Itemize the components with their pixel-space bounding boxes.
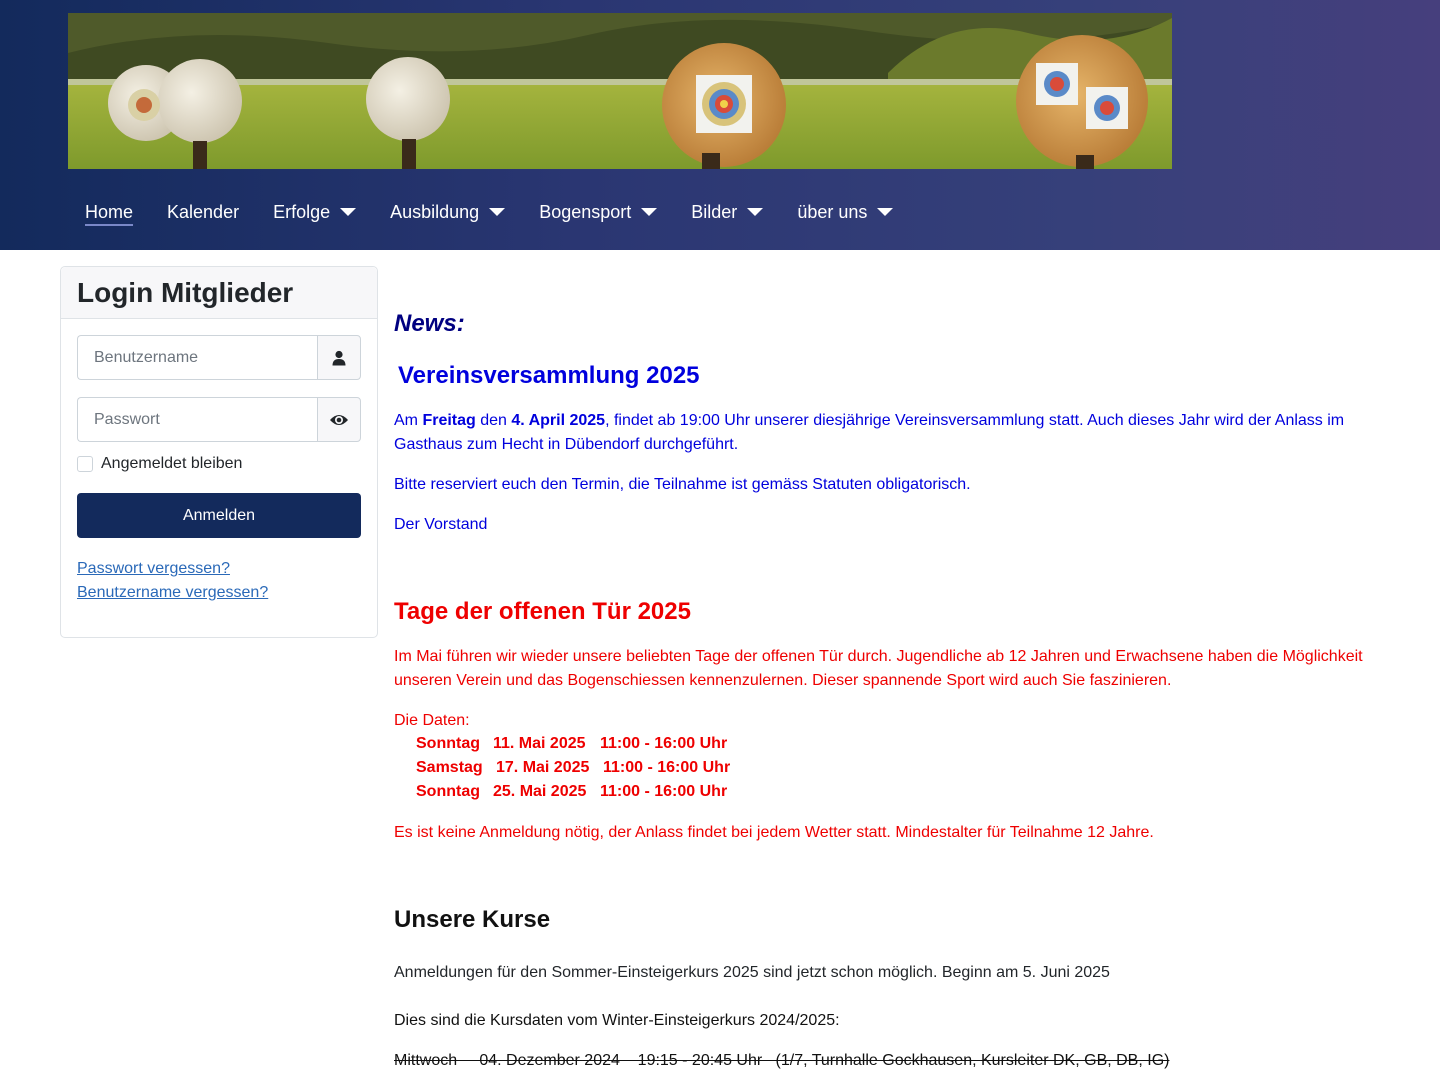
password-input[interactable] [77,397,317,442]
assembly-text-am: Am [394,412,423,429]
date-day: Sonntag [416,783,480,800]
date-row [416,780,730,804]
date-date: 11. Mai 2025 [493,735,586,752]
courses-summer-note: Anmeldungen für den Sommer-Einsteigerkurs 2025 sind jetzt schon möglich. Beginn am 5. Juni 2025 [394,964,1110,981]
remember-label: Angemeldet bleiben [101,455,243,472]
login-button[interactable]: Anmelden [77,493,361,538]
assembly-paragraph [394,409,1384,457]
caret-down-icon[interactable] [489,208,505,216]
remember-checkbox[interactable] [77,456,93,472]
login-links [77,557,361,605]
open-days-title: Tage der offenen Tür 2025 [394,598,691,625]
date-time: 11:00 - 16:00 Uhr [600,783,728,800]
nav-item-erfolge[interactable] [256,190,373,234]
nav-item-home[interactable] [68,190,150,234]
login-card [60,266,378,638]
assembly-date: 4. April 2025 [511,412,606,429]
username-group [77,335,361,380]
login-form [61,319,377,621]
open-days-dates [416,732,730,804]
login-title: Login Mitglieder [77,277,294,308]
assembly-day: Freitag [422,412,476,429]
nav-item-ausbildung[interactable] [373,190,522,234]
open-days-note: Es ist keine Anmeldung nötig, der Anlass findet bei jedem Wetter statt. Mindestalter für Teilnahme 12 Jahre. [394,824,1154,841]
date-date: 17. Mai 2025 [496,759,590,776]
open-days-intro: Im Mai führen wir wieder unsere beliebten Tage der offenen Tür durch. Jugendliche ab 12 Jahren und Erwachsene haben die Möglichkeit unseren Verein und das Bogenschiessen kennenzulernen. Dieser spannende Sport wird auch Sie faszinieren. [394,648,1363,689]
courses-winter-intro: Dies sind die Kursdaten vom Winter-Einsteigerkurs 2024/2025: [394,1012,840,1029]
nav-label: Bilder [691,202,738,222]
assembly-reserve-note: Bitte reserviert euch den Termin, die Teilnahme ist gemäss Statuten obligatorisch. [394,476,971,493]
site-header [0,0,1440,250]
username-input[interactable] [77,335,317,380]
nav-item-kalender[interactable] [150,190,256,234]
open-days-dates-label: Die Daten: [394,712,470,729]
caret-down-icon[interactable] [877,208,893,216]
caret-down-icon[interactable] [747,208,763,216]
eye-icon[interactable] [317,397,361,442]
nav-item-bogensport[interactable] [522,190,674,234]
courses-title: Unsere Kurse [394,906,551,933]
forgot-password-link[interactable]: Passwort vergessen? [77,560,230,577]
caret-down-icon[interactable] [340,208,356,216]
date-time: 11:00 - 16:00 Uhr [603,759,731,776]
nav-item-ueber-uns[interactable] [780,190,910,234]
date-date: 25. Mai 2025 [493,783,587,800]
nav-label: Bogensport [539,202,632,222]
remember-me[interactable] [77,453,361,475]
assembly-text-den: den [475,412,512,429]
date-day: Samstag [416,759,483,776]
nav-label: über uns [797,202,868,222]
forgot-username-link[interactable]: Benutzername vergessen? [77,584,269,601]
header-banner-image[interactable] [68,13,1172,169]
nav-item-bilder[interactable] [674,190,780,234]
caret-down-icon[interactable] [641,208,657,216]
date-row [416,732,730,756]
course-date-row: Mittwoch 04. Dezember 2024 19:15 - 20:45 Uhr (1/7, Turnhalle Gockhausen, Kursleiter DK, GB, DB, IG) [394,1052,1170,1069]
nav-label: Kalender [167,202,240,222]
assembly-text-rest: , findet ab 19:00 Uhr unserer diesjährige Vereinsversammlung statt. Auch dieses Jahr wird der Anlass im Gasthaus zum Hecht in Dübendorf durchgeführt. [394,412,1345,453]
assembly-signature: Der Vorstand [394,516,488,533]
nav-label: Home [85,202,134,222]
main-navigation [68,190,910,234]
date-row [416,756,730,780]
user-icon [317,335,361,380]
nav-label: Erfolge [273,202,331,222]
news-heading: News: [394,310,465,337]
login-header [61,267,377,319]
date-time: 11:00 - 16:00 Uhr [600,735,728,752]
date-day: Sonntag [416,735,480,752]
nav-label: Ausbildung [390,202,480,222]
assembly-title: Vereinsversammlung 2025 [398,362,700,389]
password-group [77,397,361,442]
